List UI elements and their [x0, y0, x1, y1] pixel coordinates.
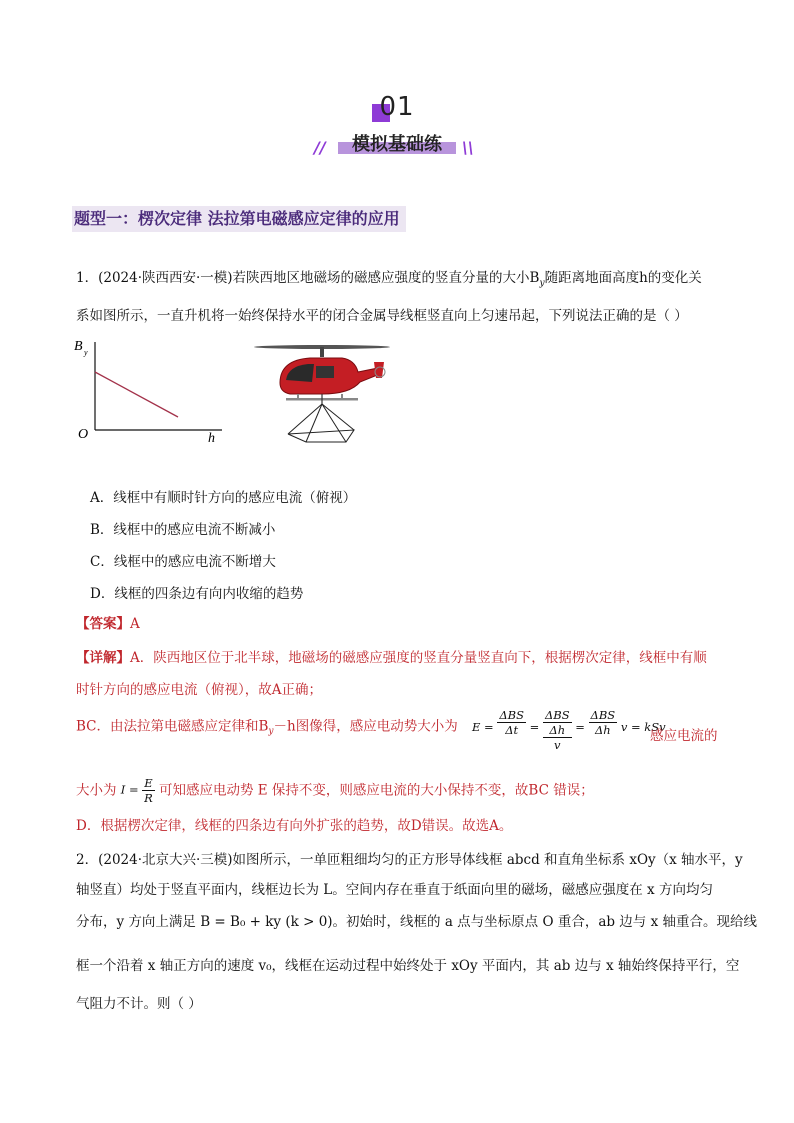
graph-y-sub: y [84, 348, 88, 357]
q2-stem-line2: 轴竖直）均处于竖直平面内，线框边长为 L。空间内存在垂直于纸面向里的磁场，磁感应强度在 x 方向均匀 [76, 882, 713, 898]
header-title: 模拟基础练 [352, 134, 442, 155]
q1-option-d: D．线框的四条边有向内收缩的趋势 [90, 586, 304, 602]
graph-x-label: h [208, 431, 215, 446]
section-title: 题型一：楞次定律 法拉第电磁感应定律的应用 [72, 206, 406, 232]
q1-option-a: A．线框中有顺时针方向的感应电流（俯视） [90, 490, 357, 506]
q1-detail-line5: D．根据楞次定律，线框的四条边有向外扩张的趋势，故D错误。故选A。 [76, 818, 513, 834]
graph-origin: O [78, 427, 89, 442]
header-left-slash: // [314, 138, 326, 157]
q1-detail-line1: 【详解】A．陕西地区位于北半球，地磁场的磁感应强度的竖直分量竖直向下，根据楞次定律，线框中有顺 [76, 650, 707, 666]
q1-answer: 【答案】A [76, 616, 140, 632]
q2-stem-line3: 分布，y 方向上满足 B = B₀ + ky (k > 0)。初始时，线框的 a 点与坐标原点 O 重合，ab 边与 x 轴重合。现给线 [76, 914, 758, 930]
q1-stem-line1: 1．(2024·陕西西安·一模)若陕西地区地磁场的磁感应强度的竖直分量的大小$B_y$随距离地面高度h的变化关 [76, 270, 702, 289]
emf-formula: E = $\frac{\text{ΔBS}}{\Delta t}$ = ΔBS Δh v = $\frac{\text{ΔBS}}{\Delta h}$ v = kSv [472, 708, 666, 752]
header-number: 01 [379, 92, 415, 122]
helicopter-illustration [250, 338, 400, 446]
q1-option-c: C．线框中的感应电流不断增大 [90, 554, 276, 570]
rotor-mast [320, 347, 324, 357]
q2-stem-line4: 框一个沿着 x 轴正方向的速度 v₀，线框在运动过程中始终处于 xOy 平面内，其 ab 边与 x 轴始终保持平行，空 [76, 958, 740, 974]
q1-detail-line3: BC．由法拉第电磁感应定律和$B_y-h$图像得，感应电动势大小为 [76, 718, 458, 737]
q1-detail-line3-tail: 感应电流的 [650, 728, 718, 744]
q1-by-h-graph [70, 334, 230, 450]
q2-stem-line1: 2．(2024·北京大兴·三模)如图所示，一单匝粗细均匀的正方形导体线框 abcd 和直角坐标系 xOy（x 轴水平，y [76, 852, 743, 868]
graph-y-label: B [74, 339, 83, 354]
q2-stem-line5: 气阻力不计。则（ ） [76, 996, 202, 1012]
header-right-slash: \\ [462, 138, 474, 157]
wire-frame-pyramid [288, 404, 354, 442]
current-formula: I = $\frac{E}{R}$ [120, 776, 153, 805]
q1-option-b: B．线框中的感应电流不断减小 [90, 522, 276, 538]
q1-detail-line4: 大小为 I = $\frac{E}{R}$ 可知感应电动势 E 保持不变，则感应电流的大小保持不变，故BC 错误； [76, 776, 594, 805]
q1-detail-line2: 时针方向的感应电流（俯视），故A正确； [76, 682, 322, 698]
helicopter-side-window [316, 366, 334, 378]
q1-stem-line2: 系如图所示，一直升机将一始终保持水平的闭合金属导线框竖直向上匀速吊起，下列说法正确的是（ ） [76, 308, 688, 324]
